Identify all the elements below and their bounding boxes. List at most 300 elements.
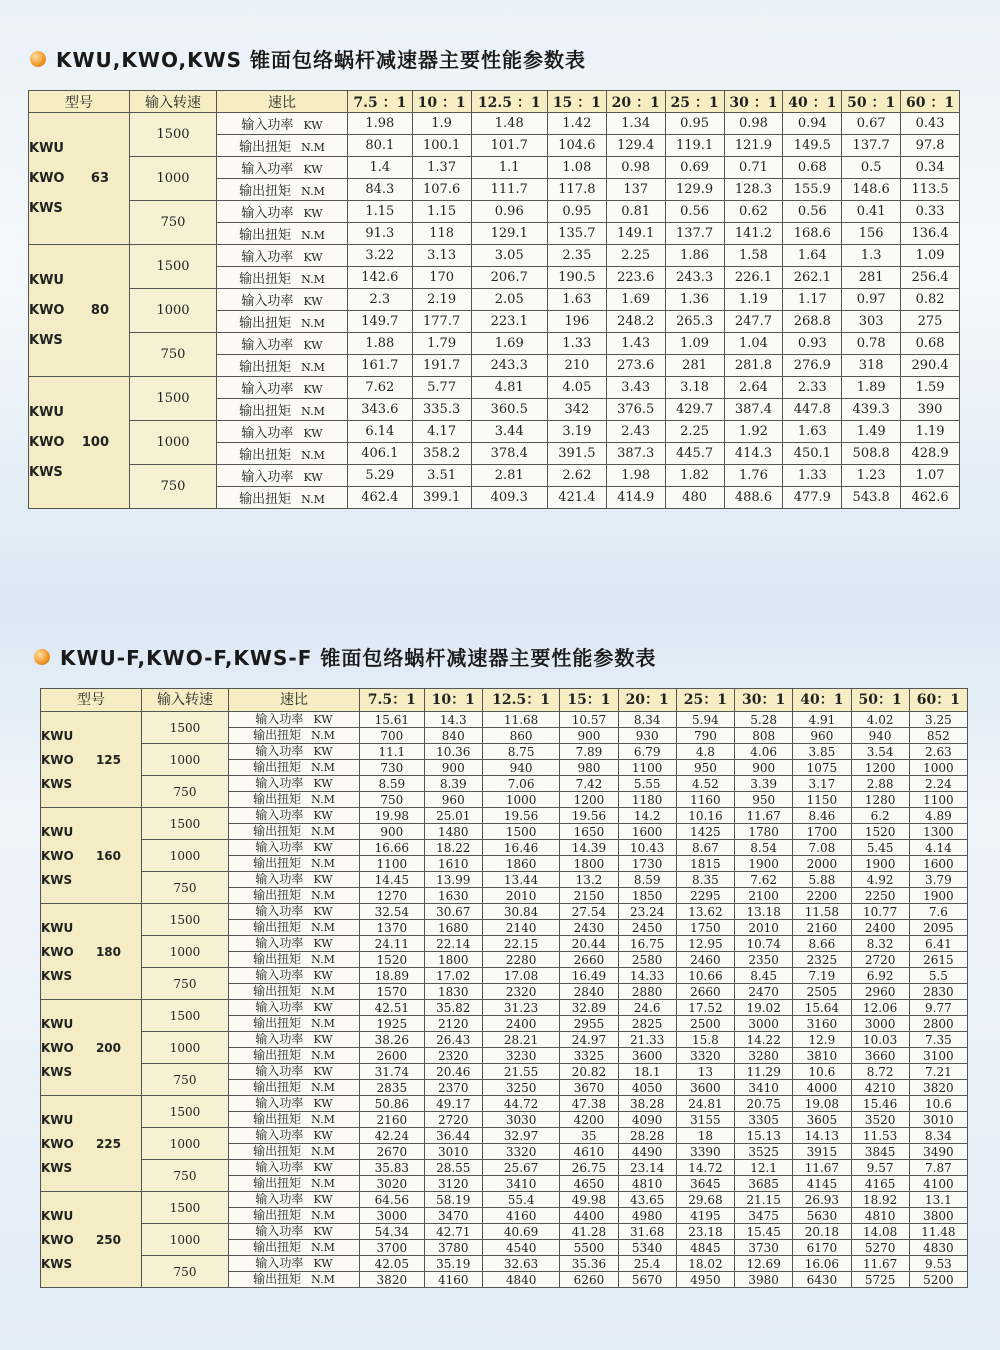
header-ratio-value: 15：1 — [560, 689, 618, 712]
param-unit: KW — [313, 1225, 333, 1238]
value-cell: 2160 — [793, 920, 851, 936]
value-cell: 4.17 — [412, 421, 471, 443]
value-cell: 488.6 — [724, 487, 783, 509]
param-torque — [217, 487, 348, 509]
value-cell: 3.25 — [909, 712, 967, 728]
value-cell: 137.7 — [842, 135, 901, 157]
value-cell: 7.87 — [909, 1160, 967, 1176]
value-cell: 3280 — [735, 1048, 793, 1064]
param-torque — [229, 1112, 360, 1128]
value-cell: 4810 — [618, 1176, 676, 1192]
value-cell: 11.67 — [851, 1256, 909, 1272]
param-unit: KW — [303, 295, 323, 308]
model-line — [29, 398, 109, 428]
value-cell: 462.4 — [348, 487, 413, 509]
param-torque — [229, 1080, 360, 1096]
value-cell: 1750 — [676, 920, 734, 936]
value-cell: 1075 — [793, 760, 851, 776]
header-speed: 输入转速 — [142, 689, 229, 712]
value-cell: 1.69 — [471, 333, 547, 355]
value-cell: 3.17 — [793, 776, 851, 792]
value-cell: 42.24 — [360, 1128, 425, 1144]
value-cell: 29.68 — [676, 1192, 734, 1208]
value-cell: 21.15 — [735, 1192, 793, 1208]
value-cell: 4160 — [424, 1272, 482, 1288]
value-cell: 15.64 — [793, 1000, 851, 1016]
speed-cell: 1500 — [130, 245, 217, 289]
value-cell: 2600 — [360, 1048, 425, 1064]
param-torque — [217, 135, 348, 157]
value-cell: 1.86 — [665, 245, 724, 267]
model-cell — [41, 904, 142, 1000]
table-row — [41, 1160, 968, 1176]
value-cell: 7.62 — [735, 872, 793, 888]
value-cell: 4.06 — [735, 744, 793, 760]
value-cell: 480 — [665, 487, 724, 509]
value-cell: 0.95 — [665, 113, 724, 135]
value-cell: 148.6 — [842, 179, 901, 201]
param-label: 输入功率 — [241, 294, 294, 309]
value-cell: 3120 — [424, 1176, 482, 1192]
param-torque — [229, 728, 360, 744]
value-cell: 10.43 — [618, 840, 676, 856]
header-ratio-value: 12.5：1 — [482, 689, 559, 712]
value-cell: 50.86 — [360, 1096, 425, 1112]
value-cell: 18.1 — [618, 1064, 676, 1080]
param-unit: KW — [313, 1097, 333, 1110]
value-cell: 14.3 — [424, 712, 482, 728]
value-cell: 168.6 — [783, 223, 842, 245]
speed-cell: 1000 — [142, 1224, 229, 1256]
value-cell: 3390 — [676, 1144, 734, 1160]
value-cell: 4090 — [618, 1112, 676, 1128]
table-row — [41, 968, 968, 984]
param-power — [229, 1000, 360, 1016]
value-cell: 0.68 — [783, 157, 842, 179]
value-cell: 1.07 — [901, 465, 960, 487]
value-cell: 2010 — [482, 888, 559, 904]
header-ratio-value: 20 ：1 — [606, 91, 665, 113]
param-unit: N.M — [311, 921, 335, 934]
value-cell: 1.49 — [842, 421, 901, 443]
value-cell: 3780 — [424, 1240, 482, 1256]
value-cell: 4200 — [560, 1112, 618, 1128]
value-cell: 445.7 — [665, 443, 724, 465]
value-cell: 8.54 — [735, 840, 793, 856]
value-cell: 118 — [412, 223, 471, 245]
speed-cell: 1000 — [142, 1128, 229, 1160]
value-cell: 3100 — [909, 1048, 967, 1064]
param-torque — [217, 179, 348, 201]
param-unit: KW — [313, 1065, 333, 1078]
param-label: 输入功率 — [255, 1160, 304, 1174]
header-ratio-value: 20：1 — [618, 689, 676, 712]
value-cell: 508.8 — [842, 443, 901, 465]
value-cell: 156 — [842, 223, 901, 245]
value-cell: 2000 — [793, 856, 851, 872]
value-cell: 4980 — [618, 1208, 676, 1224]
value-cell: 20.18 — [793, 1224, 851, 1240]
value-cell: 1680 — [424, 920, 482, 936]
param-torque — [229, 1048, 360, 1064]
value-cell: 0.43 — [901, 113, 960, 135]
value-cell: 1520 — [360, 952, 425, 968]
value-cell: 950 — [735, 792, 793, 808]
value-cell: 3645 — [676, 1176, 734, 1192]
value-cell: 21.55 — [482, 1064, 559, 1080]
param-unit: N.M — [301, 185, 325, 198]
table-body — [29, 113, 960, 509]
value-cell: 387.4 — [724, 399, 783, 421]
model-name: KWU — [29, 272, 64, 288]
table-row — [41, 1256, 968, 1272]
value-cell: 900 — [360, 824, 425, 840]
value-cell: 5200 — [909, 1272, 967, 1288]
value-cell: 281 — [665, 355, 724, 377]
value-cell: 276.9 — [783, 355, 842, 377]
value-cell: 22.14 — [424, 936, 482, 952]
value-cell: 2.88 — [851, 776, 909, 792]
value-cell: 2.81 — [471, 465, 547, 487]
value-cell: 4.05 — [547, 377, 606, 399]
value-cell: 4195 — [676, 1208, 734, 1224]
model-cell — [29, 245, 130, 377]
param-unit: KW — [313, 713, 333, 726]
value-cell: 0.34 — [901, 157, 960, 179]
value-cell: 980 — [560, 760, 618, 776]
value-cell: 10.36 — [424, 744, 482, 760]
value-cell: 3980 — [735, 1272, 793, 1288]
value-cell: 750 — [360, 792, 425, 808]
param-unit: KW — [313, 937, 333, 950]
table-row — [41, 1192, 968, 1208]
value-cell: 281 — [842, 267, 901, 289]
value-cell: 13.99 — [424, 872, 482, 888]
value-cell: 121.9 — [724, 135, 783, 157]
value-cell: 3810 — [793, 1048, 851, 1064]
value-cell: 790 — [676, 728, 734, 744]
value-cell: 450.1 — [783, 443, 842, 465]
value-cell: 1000 — [909, 760, 967, 776]
value-cell: 1860 — [482, 856, 559, 872]
value-cell: 2.33 — [783, 377, 842, 399]
value-cell: 20.75 — [735, 1096, 793, 1112]
param-power — [229, 808, 360, 824]
value-cell: 15.8 — [676, 1032, 734, 1048]
param-label: 输入功率 — [241, 118, 294, 133]
model-line — [29, 194, 109, 224]
title-text: KWU-F,KWO-F,KWS-F 锥面包络蜗杆减速器主要性能参数表 — [60, 646, 657, 670]
param-unit: N.M — [311, 1145, 335, 1158]
param-unit: N.M — [311, 1049, 335, 1062]
value-cell: 1.88 — [348, 333, 413, 355]
value-cell: 0.94 — [783, 113, 842, 135]
param-unit: KW — [313, 1161, 333, 1174]
value-cell: 7.6 — [909, 904, 967, 920]
value-cell: 84.3 — [348, 179, 413, 201]
value-cell: 1200 — [560, 792, 618, 808]
value-cell: 3305 — [735, 1112, 793, 1128]
table-row — [29, 289, 960, 311]
value-cell: 3010 — [424, 1144, 482, 1160]
model-line — [41, 964, 121, 988]
model-line — [29, 266, 109, 296]
header-ratio-value: 7.5：1 — [360, 689, 425, 712]
param-unit: KW — [313, 777, 333, 790]
model-size: 63 — [90, 170, 109, 186]
param-unit: KW — [313, 905, 333, 918]
value-cell: 3250 — [482, 1080, 559, 1096]
value-cell: 3410 — [735, 1080, 793, 1096]
header-ratio-value: 50：1 — [851, 689, 909, 712]
value-cell: 20.44 — [560, 936, 618, 952]
value-cell: 14.39 — [560, 840, 618, 856]
value-cell: 15.13 — [735, 1128, 793, 1144]
value-cell: 13.18 — [735, 904, 793, 920]
value-cell: 1.04 — [724, 333, 783, 355]
speed-cell: 1000 — [142, 840, 229, 872]
value-cell: 5.88 — [793, 872, 851, 888]
param-unit: N.M — [311, 1273, 335, 1286]
model-name: KWU — [41, 1016, 74, 1031]
model-line — [29, 164, 109, 194]
value-cell: 2670 — [360, 1144, 425, 1160]
value-cell: 1600 — [618, 824, 676, 840]
speed-cell: 750 — [142, 872, 229, 904]
value-cell: 3.43 — [606, 377, 665, 399]
value-cell: 12.69 — [735, 1256, 793, 1272]
model-name: KWU — [41, 920, 74, 935]
value-cell: 1780 — [735, 824, 793, 840]
value-cell: 1.48 — [471, 113, 547, 135]
model-line — [41, 772, 121, 796]
value-cell: 1.76 — [724, 465, 783, 487]
value-cell: 26.93 — [793, 1192, 851, 1208]
value-cell: 3155 — [676, 1112, 734, 1128]
param-unit: N.M — [311, 1113, 335, 1126]
param-label: 输入功率 — [241, 206, 294, 221]
value-cell: 18.22 — [424, 840, 482, 856]
value-cell: 335.3 — [412, 399, 471, 421]
speed-cell: 750 — [130, 465, 217, 509]
value-cell: 3800 — [909, 1208, 967, 1224]
value-cell: 2.62 — [547, 465, 606, 487]
param-power — [229, 1096, 360, 1112]
value-cell: 477.9 — [783, 487, 842, 509]
param-unit: N.M — [301, 405, 325, 418]
value-cell: 32.54 — [360, 904, 425, 920]
value-cell: 16.66 — [360, 840, 425, 856]
header-ratio-value: 10：1 — [424, 689, 482, 712]
param-torque — [229, 1176, 360, 1192]
value-cell: 1.33 — [547, 333, 606, 355]
param-label: 输出扭矩 — [239, 228, 292, 243]
value-cell: 1.9 — [412, 113, 471, 135]
param-unit: N.M — [311, 825, 335, 838]
value-cell: 2200 — [793, 888, 851, 904]
header-ratio-value: 60 ：1 — [901, 91, 960, 113]
param-torque — [217, 223, 348, 245]
value-cell: 1270 — [360, 888, 425, 904]
param-torque — [229, 1272, 360, 1288]
value-cell: 17.02 — [424, 968, 482, 984]
value-cell: 3670 — [560, 1080, 618, 1096]
value-cell: 4.14 — [909, 840, 967, 856]
param-label: 输出扭矩 — [253, 952, 302, 966]
value-cell: 64.56 — [360, 1192, 425, 1208]
value-cell: 38.26 — [360, 1032, 425, 1048]
value-cell: 2880 — [618, 984, 676, 1000]
model-name: KWU — [29, 140, 64, 156]
value-cell: 3.85 — [793, 744, 851, 760]
value-cell: 28.28 — [618, 1128, 676, 1144]
param-unit: KW — [313, 969, 333, 982]
param-unit: N.M — [301, 273, 325, 286]
speed-cell: 1000 — [130, 421, 217, 465]
value-cell: 58.19 — [424, 1192, 482, 1208]
value-cell: 25.01 — [424, 808, 482, 824]
value-cell: 1280 — [851, 792, 909, 808]
param-unit: N.M — [301, 141, 325, 154]
table-row — [41, 904, 968, 920]
model-name: KWS — [29, 200, 63, 216]
value-cell: 223.1 — [471, 311, 547, 333]
value-cell: 343.6 — [348, 399, 413, 421]
value-cell: 2.3 — [348, 289, 413, 311]
value-cell: 900 — [560, 728, 618, 744]
model-line — [41, 820, 121, 844]
value-cell: 25.67 — [482, 1160, 559, 1176]
param-unit: KW — [303, 427, 323, 440]
value-cell: 3000 — [360, 1208, 425, 1224]
model-line — [41, 748, 121, 772]
model-line — [41, 1108, 121, 1132]
value-cell: 262.1 — [783, 267, 842, 289]
value-cell: 3.13 — [412, 245, 471, 267]
value-cell: 2010 — [735, 920, 793, 936]
value-cell: 8.46 — [793, 808, 851, 824]
value-cell: 13.62 — [676, 904, 734, 920]
value-cell: 1.64 — [783, 245, 842, 267]
param-unit: KW — [303, 207, 323, 220]
value-cell: 149.1 — [606, 223, 665, 245]
value-cell: 101.7 — [471, 135, 547, 157]
value-cell: 2580 — [618, 952, 676, 968]
speed-cell: 1500 — [142, 712, 229, 744]
value-cell: 376.5 — [606, 399, 665, 421]
param-unit: N.M — [311, 889, 335, 902]
value-cell: 1425 — [676, 824, 734, 840]
value-cell: 5.55 — [618, 776, 676, 792]
table-row — [29, 157, 960, 179]
value-cell: 8.39 — [424, 776, 482, 792]
value-cell: 16.06 — [793, 1256, 851, 1272]
value-cell: 18.89 — [360, 968, 425, 984]
value-cell: 3325 — [560, 1048, 618, 1064]
value-cell: 378.4 — [471, 443, 547, 465]
value-cell: 543.8 — [842, 487, 901, 509]
param-unit: KW — [303, 383, 323, 396]
param-label: 输入功率 — [255, 776, 304, 790]
value-cell: 2615 — [909, 952, 967, 968]
value-cell: 3660 — [851, 1048, 909, 1064]
value-cell: 30.67 — [424, 904, 482, 920]
value-cell: 31.23 — [482, 1000, 559, 1016]
spec-table-1 — [28, 90, 960, 509]
param-unit: N.M — [311, 1177, 335, 1190]
value-cell: 6.41 — [909, 936, 967, 952]
param-label: 输出扭矩 — [239, 316, 292, 331]
value-cell: 1800 — [424, 952, 482, 968]
table-row — [41, 1064, 968, 1080]
value-cell: 13 — [676, 1064, 734, 1080]
model-name: KWS — [41, 1256, 73, 1271]
model-size: 125 — [95, 752, 121, 767]
value-cell: 0.33 — [901, 201, 960, 223]
value-cell: 2160 — [360, 1112, 425, 1128]
value-cell: 2100 — [735, 888, 793, 904]
value-cell: 119.1 — [665, 135, 724, 157]
section-title-2 — [34, 642, 656, 671]
value-cell: 1600 — [909, 856, 967, 872]
header-ratio-value: 60：1 — [909, 689, 967, 712]
speed-cell: 1500 — [142, 1192, 229, 1224]
param-label: 输出扭矩 — [253, 920, 302, 934]
value-cell: 1.42 — [547, 113, 606, 135]
model-cell — [41, 1096, 142, 1192]
value-cell: 100.1 — [412, 135, 471, 157]
value-cell: 1.34 — [606, 113, 665, 135]
value-cell: 11.67 — [735, 808, 793, 824]
value-cell: 42.05 — [360, 1256, 425, 1272]
value-cell: 1815 — [676, 856, 734, 872]
model-cell — [41, 1192, 142, 1288]
model-name: KWU — [41, 1208, 74, 1223]
model-line — [41, 916, 121, 940]
title-text: KWU,KWO,KWS 锥面包络蜗杆减速器主要性能参数表 — [56, 48, 587, 72]
value-cell: 7.06 — [482, 776, 559, 792]
value-cell: 0.96 — [471, 201, 547, 223]
value-cell: 1.19 — [724, 289, 783, 311]
value-cell: 35.19 — [424, 1256, 482, 1272]
value-cell: 4400 — [560, 1208, 618, 1224]
value-cell: 414.9 — [606, 487, 665, 509]
value-cell: 19.56 — [560, 808, 618, 824]
param-label: 输出扭矩 — [253, 1048, 302, 1062]
param-torque — [229, 984, 360, 1000]
value-cell: 16.49 — [560, 968, 618, 984]
value-cell: 11.68 — [482, 712, 559, 728]
value-cell: 360.5 — [471, 399, 547, 421]
value-cell: 3010 — [909, 1112, 967, 1128]
param-power — [229, 1256, 360, 1272]
value-cell: 5.94 — [676, 712, 734, 728]
value-cell: 12.1 — [735, 1160, 793, 1176]
value-cell: 3915 — [793, 1144, 851, 1160]
value-cell: 7.89 — [560, 744, 618, 760]
value-cell: 428.9 — [901, 443, 960, 465]
value-cell: 2505 — [793, 984, 851, 1000]
value-cell: 9.57 — [851, 1160, 909, 1176]
value-cell: 3320 — [482, 1144, 559, 1160]
value-cell: 2830 — [909, 984, 967, 1000]
value-cell: 4100 — [909, 1176, 967, 1192]
value-cell: 149.5 — [783, 135, 842, 157]
param-torque — [229, 1208, 360, 1224]
value-cell: 3525 — [735, 1144, 793, 1160]
value-cell: 14.22 — [735, 1032, 793, 1048]
value-cell: 0.82 — [901, 289, 960, 311]
